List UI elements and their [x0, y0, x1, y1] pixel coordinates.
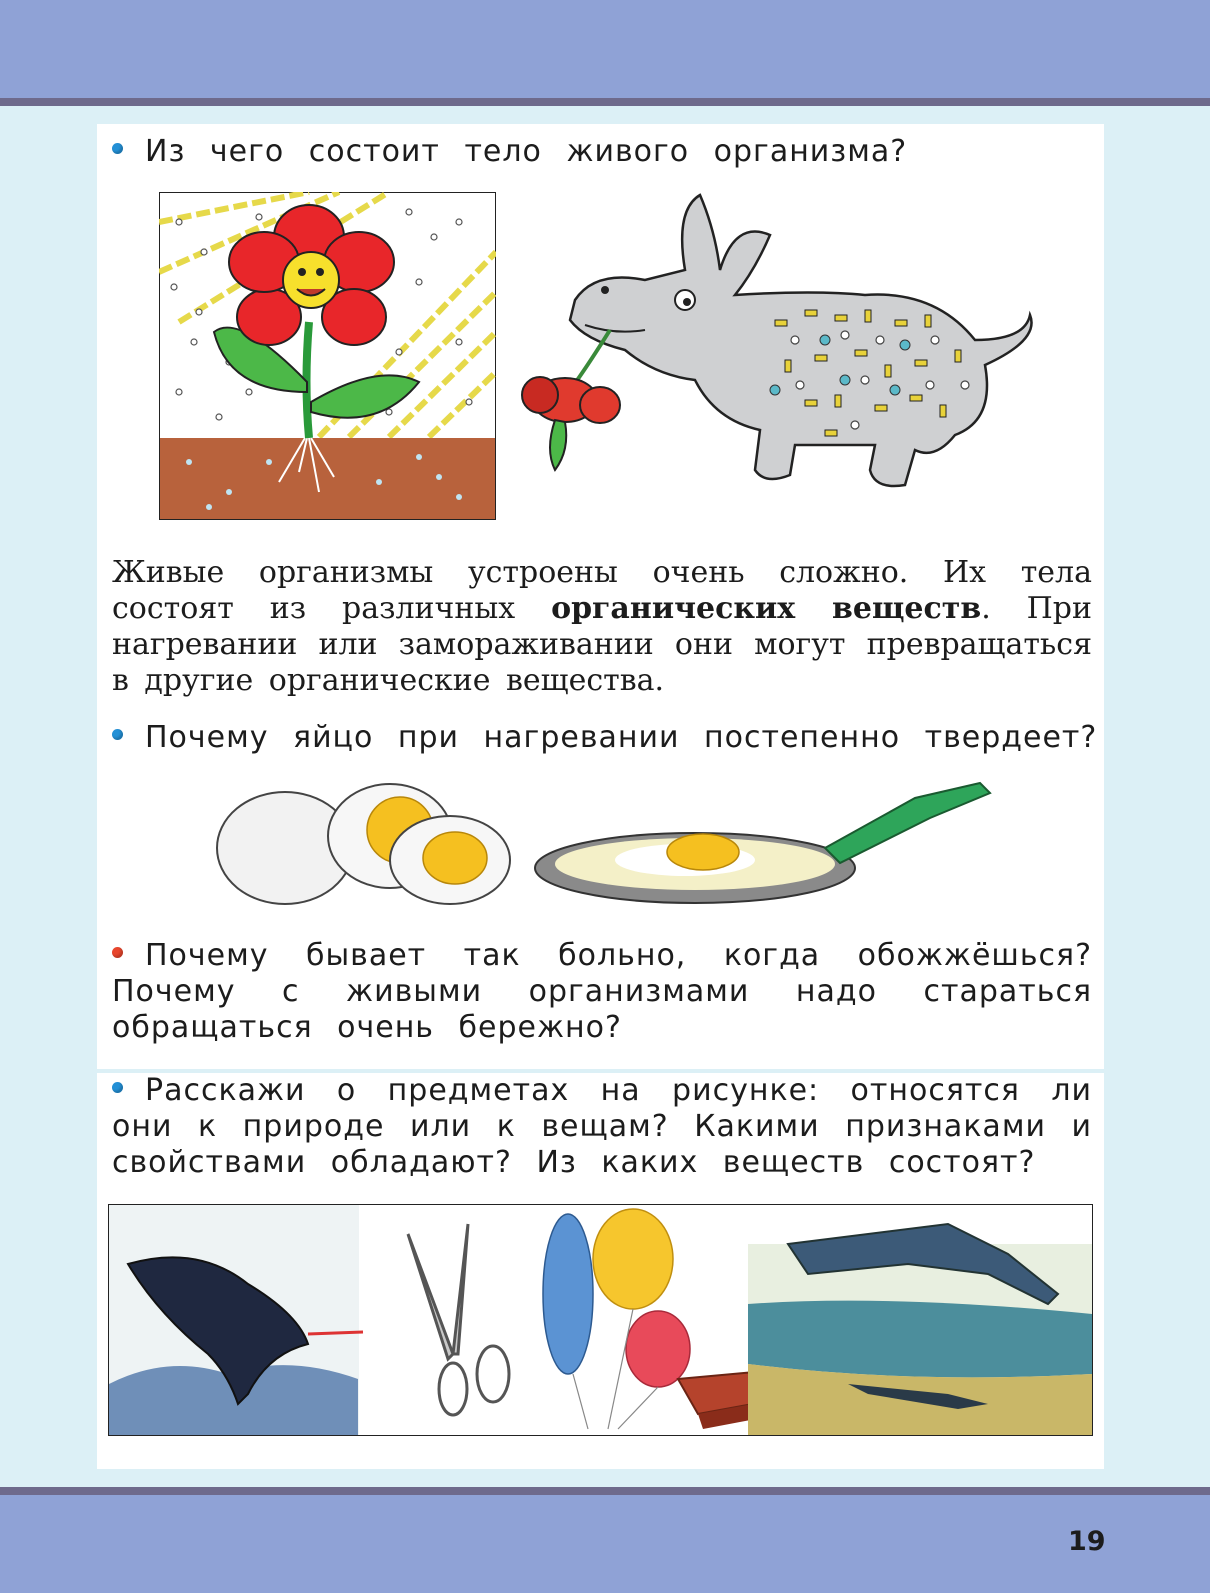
eggs-illustration	[215, 778, 995, 908]
bullet-icon	[112, 143, 123, 154]
objects-illustration	[108, 1204, 1093, 1436]
bullet-icon	[112, 729, 123, 740]
bullet-icon	[112, 1082, 123, 1093]
term-organic-substances: органических веществ	[551, 591, 982, 626]
bottom-divider	[0, 1487, 1210, 1495]
question-4: Расскажи о предметах на рисунке: относятся ли они к природе или к вещам? Какими признаками и свойствами обладают? Из каких веществ состоят?	[112, 1073, 1092, 1180]
page-number: 19	[1068, 1526, 1106, 1557]
question-3: Почему бывает так больно, когда обожжёшься? Почему с живыми организмами надо стараться обращаться очень бережно?	[112, 938, 1092, 1045]
rhino-illustration	[515, 190, 1045, 490]
body-paragraph: Живые организмы устроены очень сложно. Их тела состоят из различных органических веществ. При нагревании или замораживании они могут превращаться в другие органические вещества.	[112, 555, 1092, 698]
question-1: Из чего состоит тело живого организма?	[112, 134, 907, 170]
bottom-band	[0, 1495, 1210, 1593]
top-divider	[0, 98, 1210, 106]
top-band	[0, 0, 1210, 98]
bullet-red-icon	[112, 947, 123, 958]
flower-illustration	[159, 192, 496, 520]
question-2: Почему яйцо при нагревании постепенно твердеет?	[112, 720, 1097, 756]
